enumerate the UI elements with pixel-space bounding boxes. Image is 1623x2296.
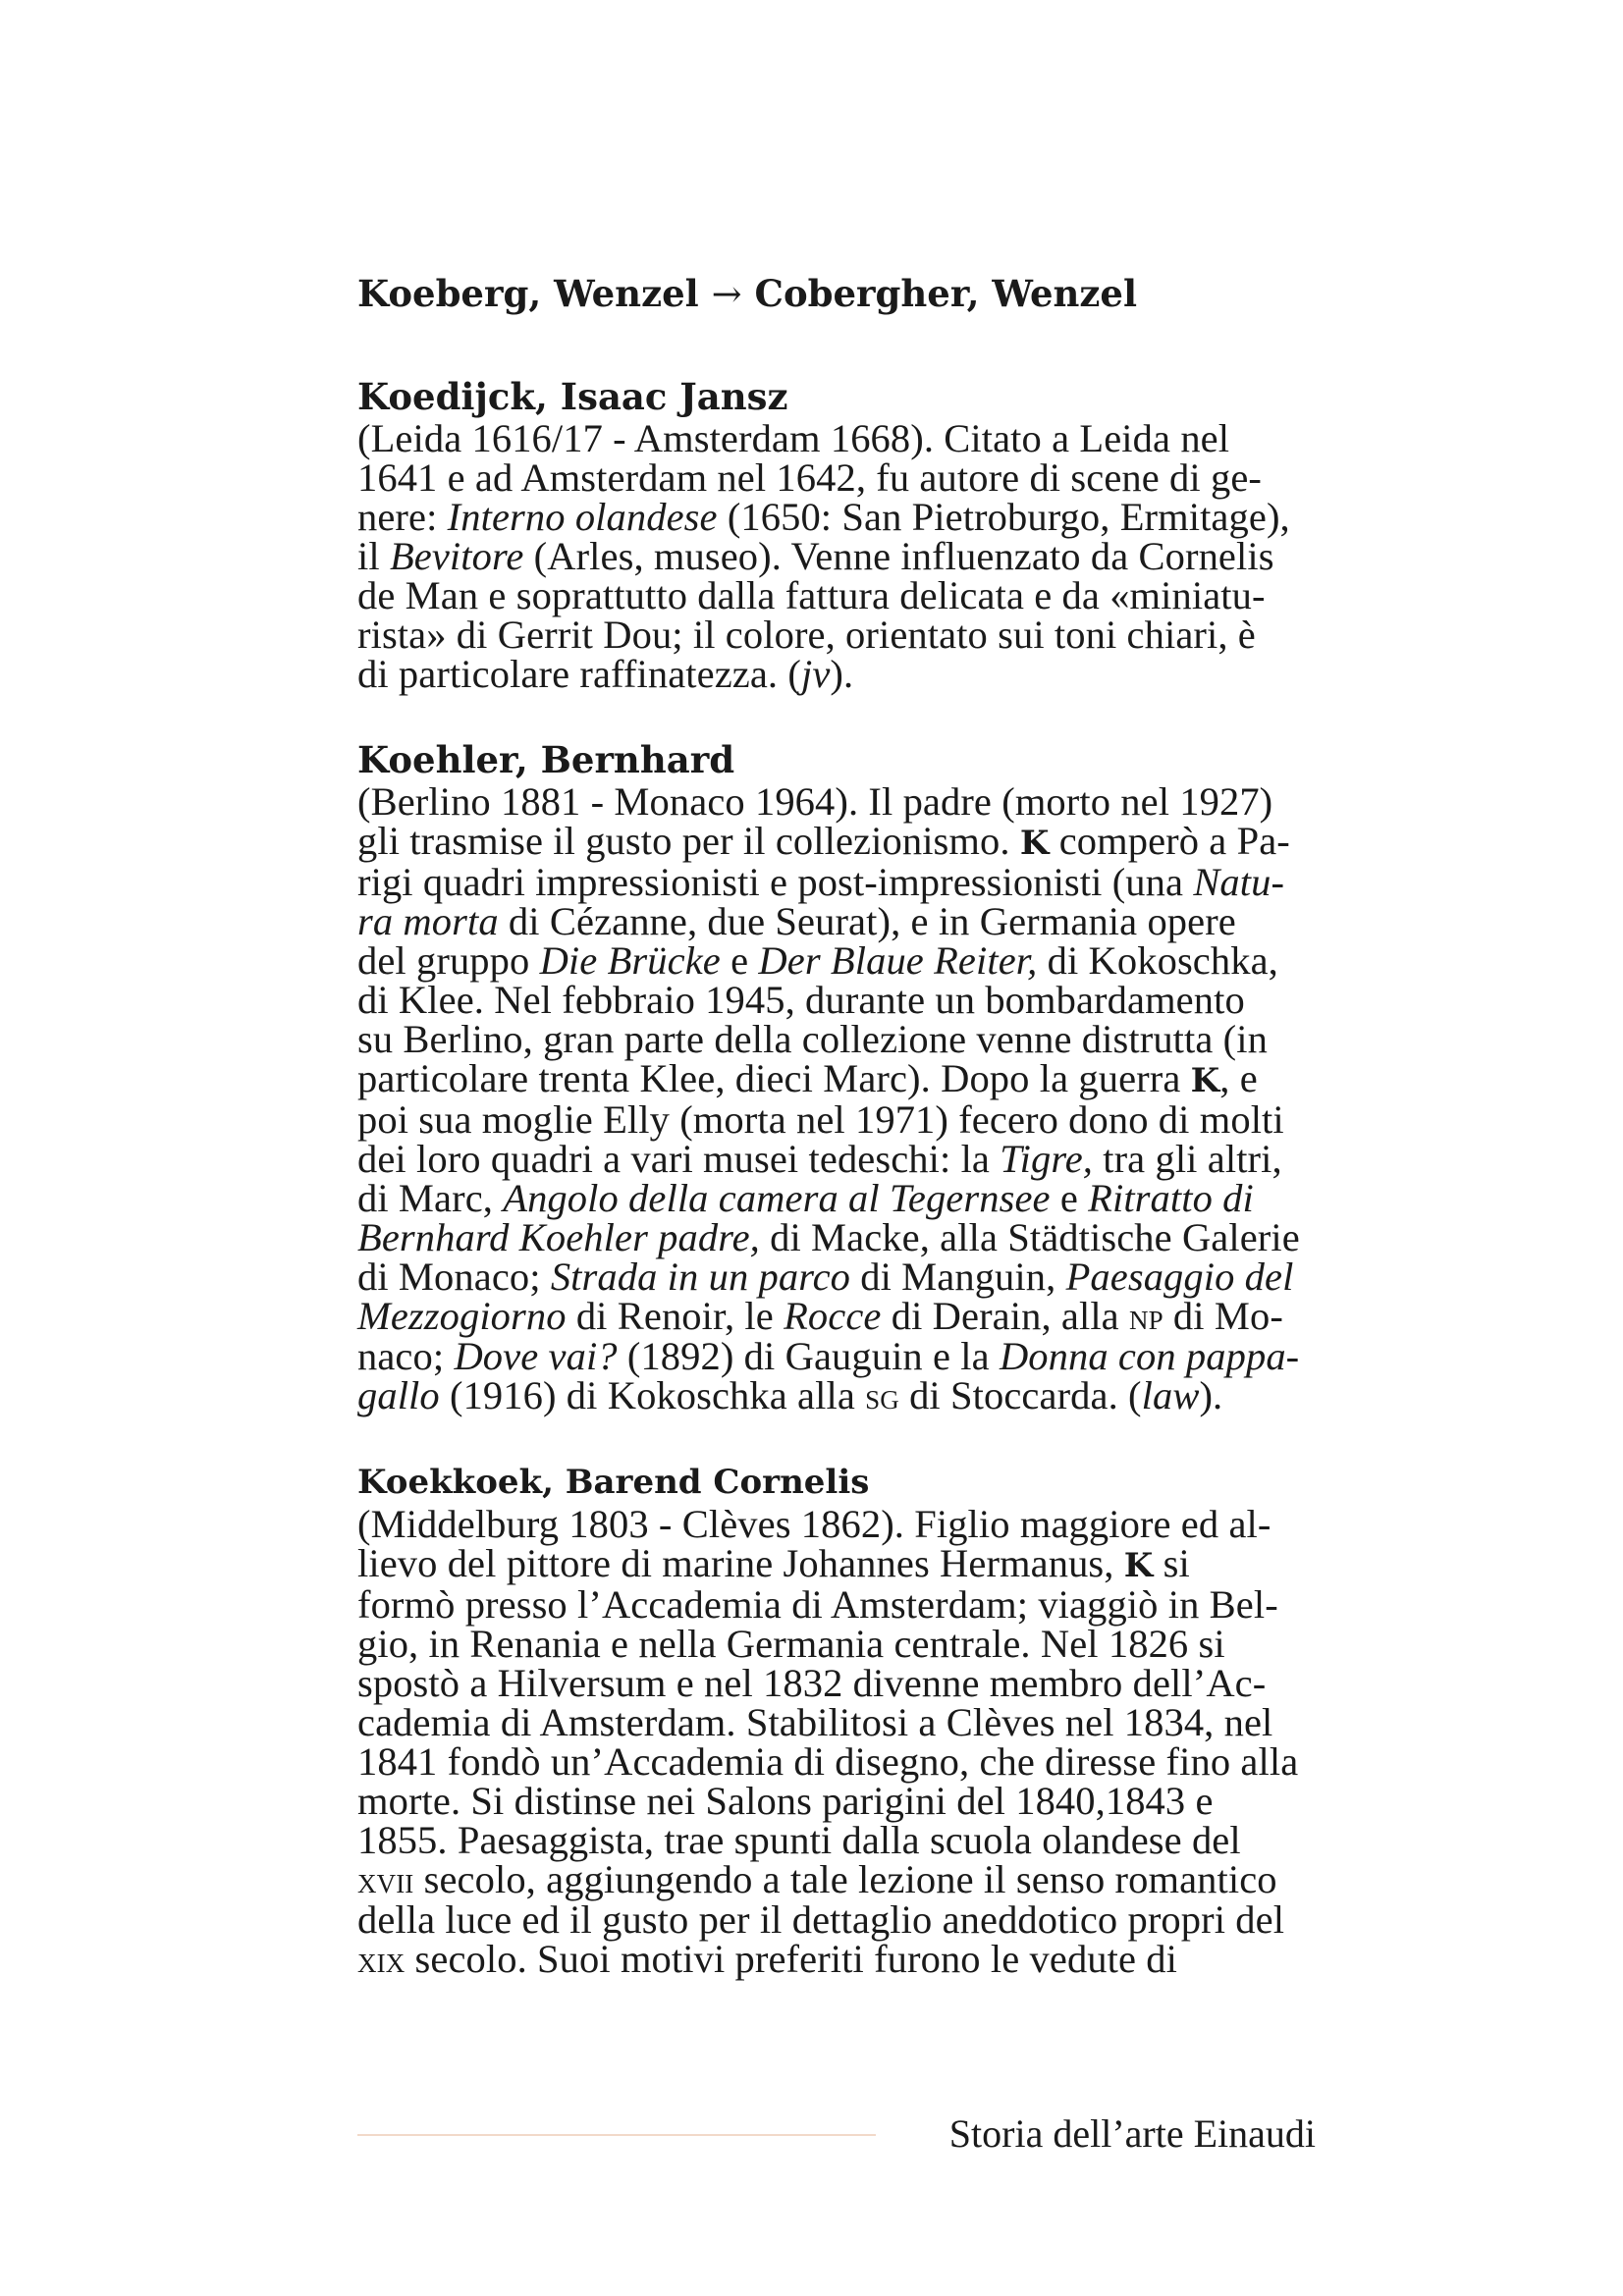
body-text: particolare trenta Klee, dieci Marc). Dopo la guerra <box>357 1056 1191 1100</box>
artwork-title: Die Brücke <box>539 938 721 983</box>
artwork-title: Strada in un parco <box>550 1255 851 1299</box>
entry-title: Koehler, Bernhard <box>357 738 735 781</box>
body-text: ). <box>1199 1373 1223 1417</box>
body-text: rigi quadri impressionisti e post-impressionisti (una <box>357 860 1194 904</box>
body-text: di Manguin, <box>850 1255 1066 1299</box>
author-initials: law <box>1141 1373 1200 1417</box>
entry-koehler <box>357 737 1308 1416</box>
entry-body <box>357 779 1308 1417</box>
cross-reference-target[interactable]: Cobergher, Wenzel <box>754 272 1137 315</box>
author-initials: jv <box>800 652 831 696</box>
body-text: di Monaco; <box>357 1255 551 1299</box>
body-text: lievo del pittore di marine Johannes Hermanus, <box>357 1541 1124 1585</box>
artwork-title: Angolo della camera al Tegernsee <box>503 1176 1051 1220</box>
body-text: e <box>720 938 759 983</box>
body-line: (Leida 1616/17 - Amsterdam 1668). Citato a Leida nel <box>357 416 1230 460</box>
body-line: gio, in Renania e nella Germania centrale. Nel 1826 si <box>357 1622 1225 1666</box>
body-line: rista» di Gerrit Dou; il colore, orientato sui toni chiari, è <box>357 613 1256 657</box>
body-text: (1916) di Kokoschka alla <box>439 1373 866 1417</box>
artwork-title: gallo <box>357 1373 440 1417</box>
entry-koedijck <box>357 374 1308 694</box>
body-line: 1855. Paesaggista, trae spunti dalla scuola olandese del <box>357 1818 1241 1862</box>
body-text: di Macke, alla Städtische Galerie <box>759 1215 1300 1259</box>
body-text: secolo. Suoi motivi preferiti furono le vedute di <box>405 1937 1177 1981</box>
century-numeral: xvii <box>357 1860 414 1901</box>
body-line: di Klee. Nel febbraio 1945, durante un bombardamento <box>357 978 1245 1022</box>
entry-title <box>357 271 1308 317</box>
body-text: naco; <box>357 1334 455 1378</box>
body-line: 1641 e ad Amsterdam nel 1642, fu autore di scene di ge- <box>357 455 1262 500</box>
subject-abbrev: K <box>1190 1061 1220 1100</box>
entry-body <box>357 416 1308 696</box>
artwork-title: ra morta <box>357 899 499 943</box>
body-text: e <box>1050 1176 1089 1220</box>
body-text: di Derain, alla <box>881 1294 1129 1338</box>
body-text: di particolare raffinatezza. ( <box>357 652 801 696</box>
artwork-title: Paesaggio del <box>1065 1255 1294 1299</box>
museum-abbrev: sg <box>865 1376 899 1417</box>
artwork-title: Interno olandese <box>447 495 718 539</box>
body-text: di Cézanne, due Seurat), e in Germania opere <box>498 899 1236 943</box>
footer-publication-title: Storia dell’arte Einaudi <box>948 2111 1316 2156</box>
body-line: spostò a Hilversum e nel 1832 divenne membro dell’Ac- <box>357 1661 1267 1705</box>
artwork-title: Ritratto di <box>1088 1176 1254 1220</box>
subject-abbrev: K <box>1019 824 1050 863</box>
subject-abbrev: K <box>1123 1546 1154 1585</box>
page-content <box>357 271 1308 1980</box>
cross-reference-arrow-icon: → <box>711 273 742 315</box>
body-line: (Berlino 1881 - Monaco 1964). Il padre (morto nel 1927) <box>357 779 1273 824</box>
body-text: (Arles, museo). Venne influenzato da Cornelis <box>523 534 1274 578</box>
body-line: de Man e soprattutto dalla fattura delicata e da «miniatu- <box>357 573 1266 617</box>
body-text: tra gli altri, <box>1093 1137 1282 1181</box>
artwork-title: Der Blaue Reiter, <box>758 938 1038 983</box>
entry-koeberg <box>357 271 1308 317</box>
museum-abbrev: np <box>1128 1297 1163 1338</box>
body-line: formò presso l’Accademia di Amsterdam; viaggiò in Bel- <box>357 1582 1278 1627</box>
body-text: il <box>357 534 390 578</box>
body-text: di Renoir, le <box>566 1294 784 1338</box>
body-text: si <box>1153 1541 1190 1585</box>
century-numeral: xix <box>357 1940 406 1981</box>
artwork-title: Bevitore <box>389 534 524 578</box>
body-line: 1841 fondò un’Accademia di disegno, che diresse fino alla <box>357 1739 1299 1784</box>
body-line: della luce ed il gusto per il dettaglio aneddotico propri del <box>357 1897 1285 1942</box>
body-text: (1892) di Gauguin e la <box>617 1334 1000 1378</box>
body-text: gli trasmise il gusto per il collezionismo. <box>357 819 1020 863</box>
entry-title: Koekkoek, Barend Cornelis <box>357 1463 870 1502</box>
body-line: cademia di Amsterdam. Stabilitosi a Clèves nel 1834, nel <box>357 1700 1273 1744</box>
artwork-title: Dove vai? <box>454 1334 618 1378</box>
body-line: su Berlino, gran parte della collezione venne distrutta (in <box>357 1017 1268 1061</box>
body-text: nere: <box>357 495 448 539</box>
body-text: di Stoccarda. ( <box>898 1373 1142 1417</box>
title-name: Koeberg, Wenzel <box>357 272 699 315</box>
body-line: (Middelburg 1803 - Clèves 1862). Figlio maggiore ed al- <box>357 1502 1271 1546</box>
body-text: comperò a Pa- <box>1049 819 1290 863</box>
body-text: (1650: San Pietroburgo, Ermitage), <box>717 495 1290 539</box>
body-line: poi sua moglie Elly (morta nel 1971) fecero dono di molti <box>357 1097 1284 1142</box>
entry-title: Koedijck, Isaac Jansz <box>357 375 788 418</box>
body-text: ). <box>830 652 854 696</box>
body-text: dei loro quadri a vari musei tedeschi: la <box>357 1137 1001 1181</box>
artwork-title: Tigre, <box>1000 1137 1094 1181</box>
entry-body <box>357 1502 1308 1981</box>
artwork-title: Bernhard Koehler padre, <box>357 1215 760 1259</box>
body-text: del gruppo <box>357 938 540 983</box>
body-text: , e <box>1219 1056 1258 1100</box>
body-line: morte. Si distinse nei Salons parigini del 1840,1843 e <box>357 1779 1214 1823</box>
body-text: di Marc, <box>357 1176 504 1220</box>
body-text: di Kokoschka, <box>1037 938 1278 983</box>
artwork-title: Rocce <box>784 1294 882 1338</box>
body-text: secolo, aggiungendo a tale lezione il senso romantico <box>413 1857 1277 1901</box>
entry-koekkoek <box>357 1460 1308 1980</box>
footer-rule <box>357 2134 876 2136</box>
artwork-title: Donna con pappa- <box>999 1334 1300 1378</box>
artwork-title: Mezzogiorno <box>357 1294 567 1338</box>
artwork-title: Natu- <box>1193 860 1285 904</box>
body-text: di Mo- <box>1163 1294 1283 1338</box>
page-footer <box>357 2107 1316 2165</box>
